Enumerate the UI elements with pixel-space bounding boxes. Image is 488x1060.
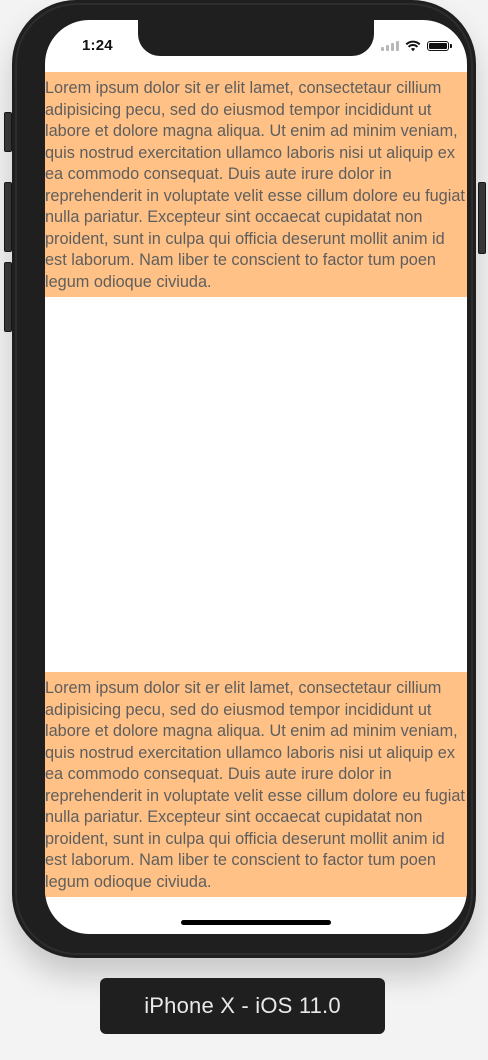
status-icons: [381, 40, 449, 52]
text-block-bottom-content: Lorem ipsum dolor sit er elit lamet, consectetaur cillium adipisicing pecu, sed do eiusmod tempor incididunt ut labore et dolore magna aliqua. Ut enim ad minim veniam, quis nostrud exercitation ullamco laboris nisi ut aliquip ex ea commodo consequat. Duis aute irure dolor in reprehenderit in voluptate velit esse cillum dolore eu fugiat nulla pariatur. Excepteur sint occaecat cupidatat non proident, sunt in culpa qui officia deserunt mollit anim id est laborum. Nam liber te conscient to factor tum poen legum odioque civiuda.: [45, 679, 465, 891]
device-notch: [138, 20, 374, 56]
battery-fill: [429, 43, 447, 49]
device-caption: iPhone X - iOS 11.0: [100, 978, 385, 1034]
battery-icon: [427, 41, 449, 51]
text-block-top: [45, 72, 467, 297]
text-block-top-content: Lorem ipsum dolor sit er elit lamet, consectetaur cillium adipisicing pecu, sed do eiusmod tempor incididunt ut labore et dolore magna aliqua. Ut enim ad minim veniam, quis nostrud exercitation ullamco laboris nisi ut aliquip ex ea commodo consequat. Duis aute irure dolor in reprehenderit in voluptate velit esse cillum dolore eu fugiat nulla pariatur. Excepteur sint occaecat cupidatat non proident, sunt in culpa qui officia deserunt mollit anim id est laborum. Nam liber te conscient to factor tum poen legum odioque civiuda.: [45, 79, 465, 291]
text-block-bottom: [45, 672, 467, 897]
volume-up-button: [4, 182, 12, 252]
status-time: 1:24: [82, 37, 113, 54]
cellular-signal-icon: [381, 41, 399, 51]
silent-switch: [4, 112, 12, 152]
device-frame: [12, 0, 476, 958]
wifi-icon: [405, 40, 421, 52]
device-screen: [45, 20, 467, 934]
home-indicator[interactable]: [181, 920, 331, 925]
volume-down-button: [4, 262, 12, 332]
power-button: [478, 182, 486, 254]
